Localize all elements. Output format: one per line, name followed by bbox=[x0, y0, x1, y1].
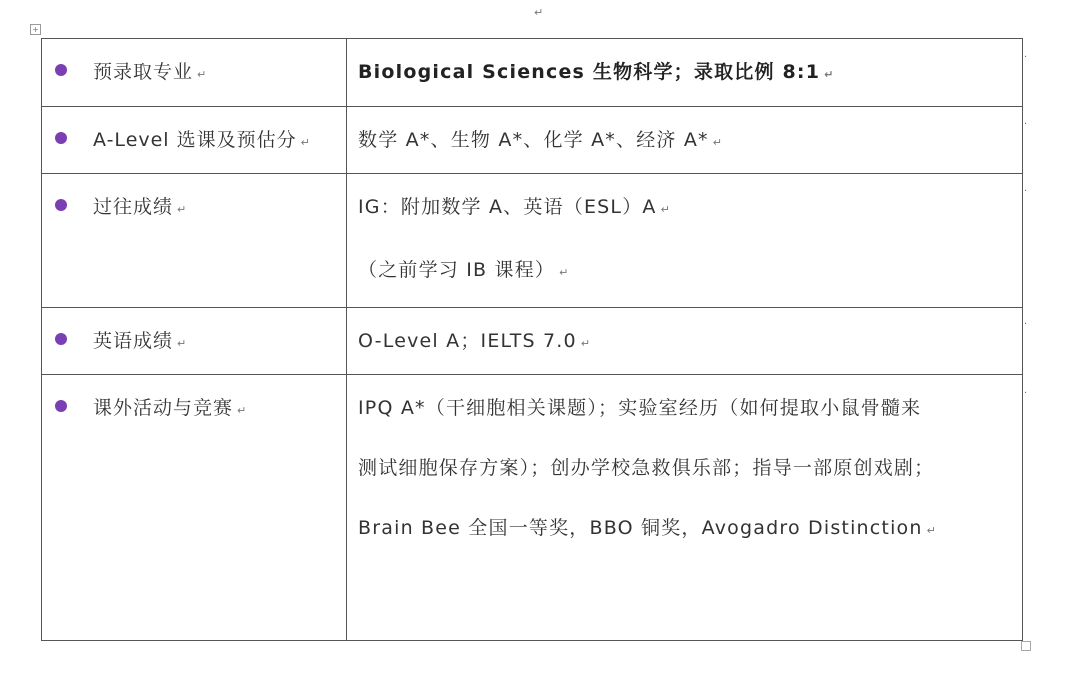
row-end-mark: · bbox=[1024, 186, 1028, 197]
label-cell bbox=[42, 107, 347, 174]
paragraph-mark: ↵ bbox=[712, 136, 722, 149]
profile-table bbox=[41, 38, 1023, 641]
row-value-line: （之前学习 IB 课程） bbox=[358, 259, 556, 281]
paragraph-mark: ↵ bbox=[300, 136, 310, 149]
label-cell bbox=[42, 39, 347, 107]
bullet-dot-icon bbox=[55, 333, 67, 345]
bullet-dot-icon bbox=[55, 64, 67, 76]
value-cell bbox=[347, 39, 1023, 107]
row-end-mark: · bbox=[1024, 52, 1028, 63]
row-label: 预录取专业 bbox=[93, 61, 194, 83]
bullet-dot-icon bbox=[55, 199, 67, 211]
bullet-dot-icon bbox=[55, 400, 67, 412]
table-row bbox=[42, 39, 1023, 107]
row-end-mark: · bbox=[1024, 119, 1028, 130]
paragraph-mark: ↵ bbox=[177, 203, 187, 216]
label-cell bbox=[42, 308, 347, 375]
label-cell bbox=[42, 174, 347, 308]
table-row bbox=[42, 308, 1023, 375]
row-label: 英语成绩 bbox=[93, 330, 174, 352]
row-end-mark: · bbox=[1024, 319, 1028, 330]
table-move-handle[interactable]: + bbox=[30, 24, 41, 35]
paragraph-mark: ↵ bbox=[926, 524, 936, 537]
label-cell bbox=[42, 375, 347, 641]
row-value-line: IG：附加数学 A、英语（ESL）A bbox=[358, 196, 657, 218]
row-value-line: Brain Bee 全国一等奖，BBO 铜奖，Avogadro Distinction bbox=[358, 517, 923, 539]
table-resize-handle[interactable] bbox=[1021, 641, 1031, 651]
value-cell bbox=[347, 308, 1023, 375]
row-value-line: 测试细胞保存方案）；创办学校急救俱乐部；指导一部原创戏剧； bbox=[358, 457, 935, 479]
row-label: 课外活动与竞赛 bbox=[93, 397, 234, 419]
row-label: 过往成绩 bbox=[93, 196, 174, 218]
value-cell bbox=[347, 375, 1023, 641]
row-value-line: Biological Sciences 生物科学；录取比例 8:1 bbox=[358, 61, 821, 83]
row-value-line: O-Level A；IELTS 7.0 bbox=[358, 330, 577, 352]
table-row bbox=[42, 107, 1023, 174]
paragraph-mark: ↵ bbox=[534, 6, 544, 19]
paragraph-mark: ↵ bbox=[237, 404, 247, 417]
value-cell bbox=[347, 107, 1023, 174]
row-value-line: 数学 A*、生物 A*、化学 A*、经济 A* bbox=[358, 129, 709, 151]
bullet-dot-icon bbox=[55, 132, 67, 144]
paragraph-mark: ↵ bbox=[197, 68, 207, 81]
paragraph-mark: ↵ bbox=[559, 266, 569, 279]
paragraph-mark: ↵ bbox=[824, 68, 834, 81]
row-label: A-Level 选课及预估分 bbox=[93, 129, 297, 151]
value-cell bbox=[347, 174, 1023, 308]
paragraph-mark: ↵ bbox=[660, 203, 670, 216]
row-value-line: IPQ A*（干细胞相关课题）；实验室经历（如何提取小鼠骨髓来 bbox=[358, 397, 922, 419]
row-end-mark: · bbox=[1024, 388, 1028, 399]
paragraph-mark: ↵ bbox=[177, 337, 187, 350]
table-row bbox=[42, 174, 1023, 308]
paragraph-mark: ↵ bbox=[580, 337, 591, 350]
table-row bbox=[42, 375, 1023, 641]
